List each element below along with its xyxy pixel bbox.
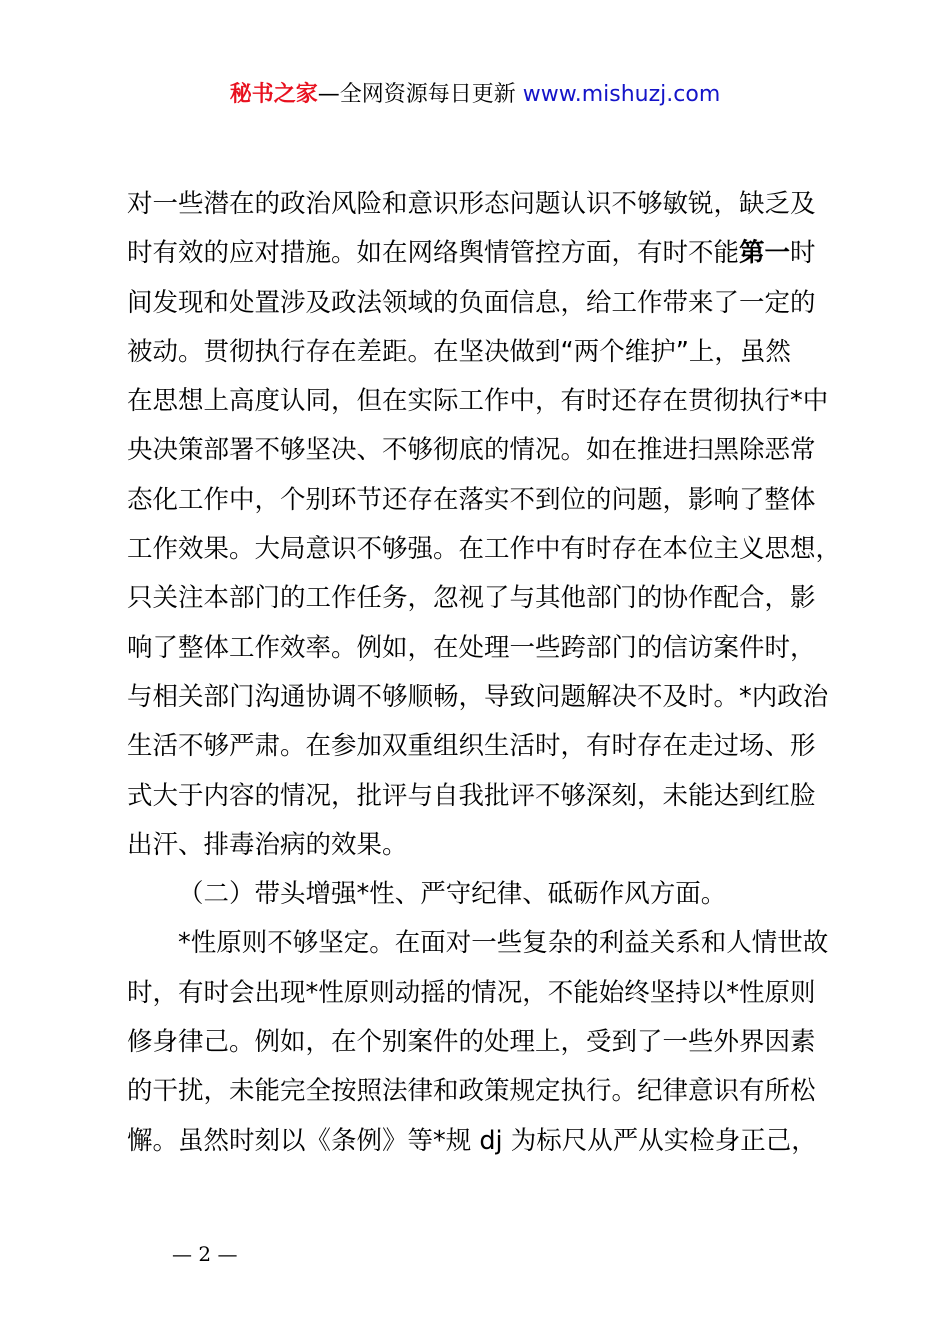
text-line: 式大于内容的情况，批评与自我批评不够深刻，未能达到红脸 — [127, 780, 816, 811]
text-line: 间发现和处置涉及政法领域的负面信息，给工作带来了一定的 — [127, 287, 816, 318]
text-line: 与相关部门沟通协调不够顺畅，导致问题解决不及时。*内政治 — [127, 681, 829, 712]
text-line: 时，有时会出现*性原则动摇的情况，不能始终坚持以*性原则 — [127, 977, 816, 1008]
text-line: 的干扰，未能完全按照法律和政策规定执行。纪律意识有所松 — [127, 1076, 816, 1107]
document-body — [127, 180, 842, 1166]
text-line: 懈。虽然时刻以《条例》等*规 dj 为标尺从严从实检身正己， — [127, 1125, 817, 1156]
text-line: 态化工作中，个别环节还存在落实不到位的问题，影响了整体 — [127, 484, 816, 515]
text-line: 对一些潜在的政治风险和意识形态问题认识不够敏锐，缺乏及 — [127, 189, 816, 219]
text-line: 响了整体工作效率。例如，在处理一些跨部门的信访案件时， — [127, 632, 816, 663]
bold-text: 第一 — [739, 238, 791, 269]
text-line: 出汗、排毒治病的效果。 — [127, 829, 408, 860]
text-line — [127, 229, 833, 278]
site-url-link[interactable]: www.mishuzj.com — [522, 82, 721, 107]
text-line: 在思想上高度认同，但在实际工作中，有时还存在贯彻执行*中 — [127, 386, 829, 417]
text-segment: 时有效的应对措施。如在网络舆情管控方面，有时不能 — [127, 238, 740, 269]
text-line: 被动。贯彻执行存在差距。在坚决做到“两个维护”上，虽然 — [127, 336, 791, 367]
text-line: 央决策部署不够坚决、不够彻底的情况。如在推进扫黑除恶常 — [127, 435, 816, 466]
page-number: — 2 — — [172, 1242, 238, 1266]
text-line: 工作效果。大局意识不够强。在工作中有时存在本位主义思想， — [127, 534, 842, 565]
paragraph-start-line: *性原则不够坚定。在面对一些复杂的利益关系和人情世故 — [178, 928, 829, 959]
brand-name: 秘书之家 — [229, 82, 318, 107]
text-segment: 时 — [790, 238, 816, 269]
site-banner — [0, 80, 950, 110]
text-line: 只关注本部门的工作任务，忽视了与其他部门的协作配合，影 — [127, 583, 816, 614]
banner-slogan: —全网资源每日更新 — [317, 82, 523, 107]
text-line: 修身律己。例如，在个别案件的处理上，受到了一些外界因素 — [127, 1027, 816, 1058]
section-heading: （二）带头增强*性、严守纪律、砥砺作风方面。 — [178, 879, 727, 910]
text-line: 生活不够严肃。在参加双重组织生活时，有时存在走过场、形 — [127, 731, 816, 762]
